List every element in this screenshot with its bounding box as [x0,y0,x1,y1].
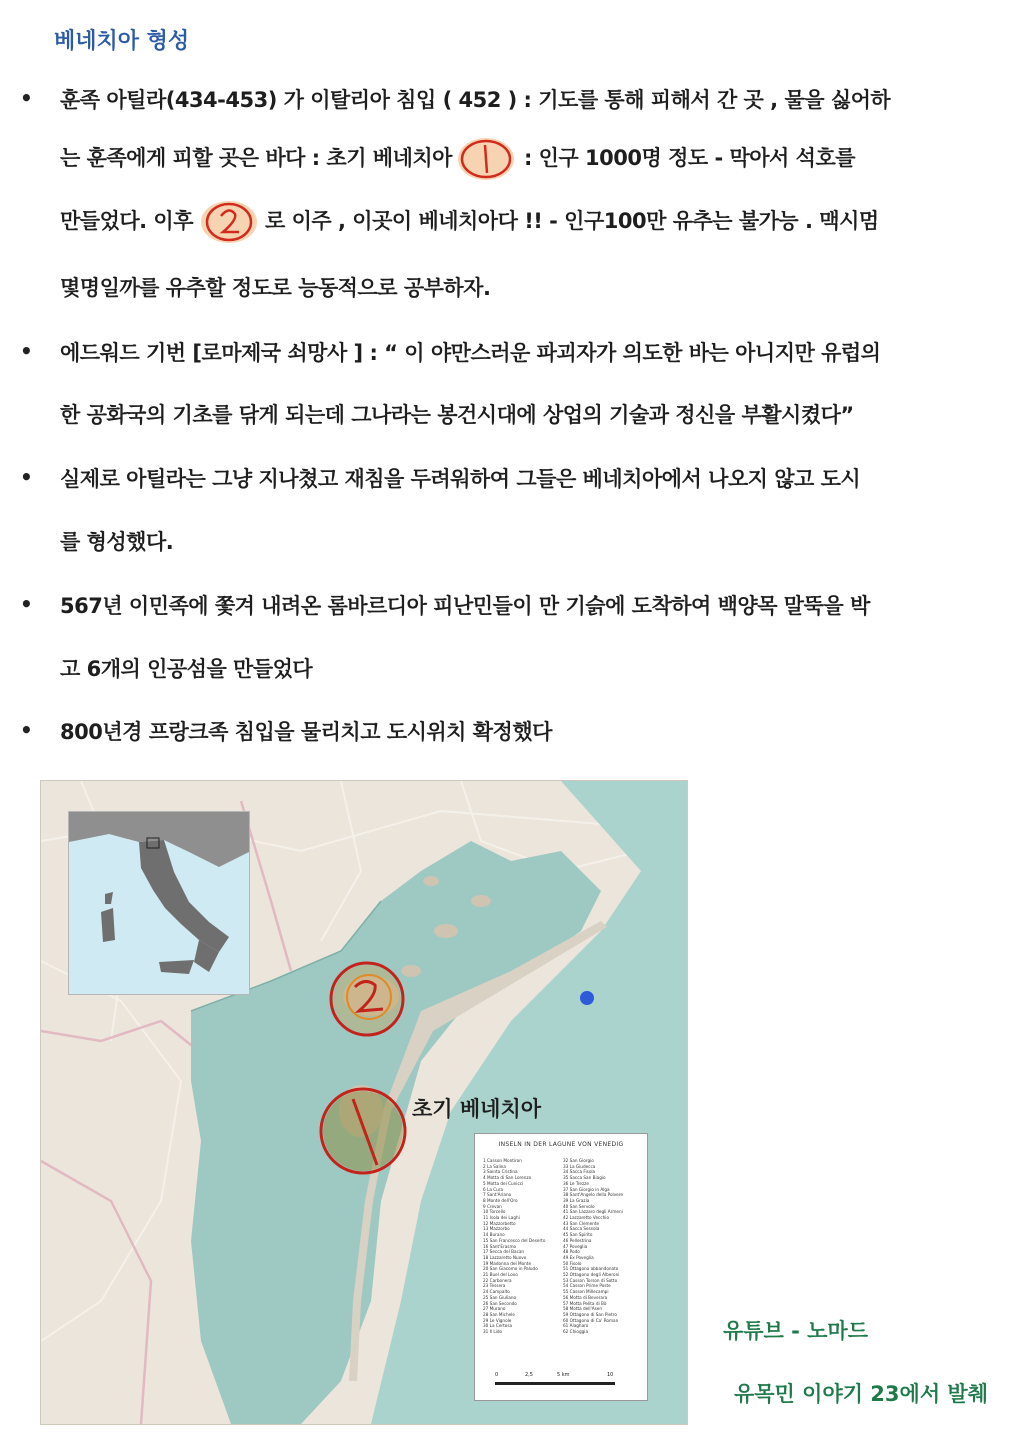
legend-title: INSELN IN DER LAGUNE VON VENEDIG [498,1141,624,1148]
line-text-after: 로 이주 , 이곳이 베네치아다 !! - 인구100만 유추는 불가능 . 맥시멈 [265,209,879,233]
legend-entry: 58 Motta dell'Asen [563,1306,603,1312]
legend-entry: 62 Chioggia [563,1329,589,1335]
legend-entry: 38 Sant'Angelo della Polvere [563,1192,623,1198]
bullet-2-line-1: 에드워드 기번 [로마제국 쇠망사 ] : “ 이 야만스러운 파괴자가 의도한 바는 아니지만 유럽의 [60,341,881,365]
bullet-marker: • [20,718,33,742]
bullet-3-line-1: 실제로 아틸라는 그냥 지나쳤고 재침을 두려워하여 그들은 베네치아에서 나오지 않고 도시 [60,467,861,491]
legend-entry: 60 Ottagono di Ca' Roman [563,1317,619,1323]
bullet-5-line-1: 800년경 프랑크족 침입을 물리치고 도시위치 확정했다 [60,720,552,744]
bullet-2-line-2: 한 공화국의 기초를 닦게 되는데 그나라는 봉건시대에 상업의 기술과 정신을 부활시켰다” [60,403,854,427]
legend-entry: 61 Alagharo [563,1323,589,1329]
legend-entry: 39 La Grazia [563,1197,590,1203]
legend-entry: 59 Ottagono di San Pietro [563,1311,617,1317]
legend-entry: 13 Mazzorbo [483,1226,510,1232]
line-text-after: : 인구 1000명 정도 - 막아서 석호를 [523,146,856,170]
legend-entry: 55 Casson Millecampi [563,1289,609,1295]
legend-entry: 4 Motta di San Lorenzo [483,1175,532,1181]
legend-entry: 22 Carbonera [483,1277,512,1283]
italy-inset-map [68,811,250,995]
scale-label: 5 km [557,1372,570,1378]
annotation-circle-1 [321,1089,405,1173]
legend-entry: 17 Secca del Bacan [483,1249,525,1255]
legend-entry: 57 Motta Pelita di Bò [563,1300,607,1306]
credit-episode: 유목민 이야기 23에서 발췌 [733,1382,988,1406]
legend-entry: 12 Mazzorbetto [483,1220,516,1226]
bullet-1-line-4: 몇명일까를 유추할 정도로 능동적으로 공부하자. [60,276,491,300]
map-label: 초기 베네치아 [412,1097,542,1121]
bullet-marker: • [20,465,33,489]
legend-entry: 19 Madonna del Monte [483,1260,532,1266]
legend-entry: 46 Pellestrina [563,1237,592,1243]
legend-entry: 34 Sacca Fisola [563,1169,596,1175]
bullet-1-line-3 [60,200,879,244]
bullet-marker: • [20,592,33,616]
legend-entry: 14 Burano [483,1232,505,1238]
legend-entry: 36 Le Trezze [563,1180,589,1186]
legend-entry: 53 Casson Torson di Sotto [563,1277,618,1283]
legend-entry: 31 Il Lido [483,1329,503,1335]
legend-entry: 15 San Francesco del Deserto [483,1237,546,1243]
legend-entry: 1 Casson Montiron [483,1158,522,1163]
legend-entry: 42 Lazzaretto Vecchio [563,1215,610,1221]
legend-entry: 29 Le Vignole [483,1317,512,1323]
legend-entry: 30 La Certosa [483,1323,513,1329]
legend-entry: 21 Buel del Lovo [483,1272,518,1278]
legend-entry: 11 Isola dei Laghi [483,1215,520,1221]
page-title: 베네치아 형성 [54,29,190,54]
circled-mark-1 [456,137,520,181]
legend-entry: 8 Monte dell'Oro [483,1197,518,1203]
bullet-4-line-2: 고 6개의 인공섬을 만들었다 [60,657,313,681]
legend-entry: 20 San Giacomo in Paludo [483,1266,538,1272]
bullet-3-line-2: 를 형성했다. [60,530,174,554]
legend-entry: 3 Sainta Cristina [483,1169,518,1175]
legend-entry: 43 San Clemente [563,1220,600,1226]
legend-entry: 24 Campalto [483,1289,510,1295]
scale-label: 2,5 [525,1372,533,1378]
legend-column-left [483,1158,545,1335]
legend-entry: 52 Ottagono degli Alberoni [563,1272,620,1278]
circled-mark-2 [197,200,261,244]
map-legend [474,1133,648,1401]
annotation-circle-2 [331,963,403,1035]
scale-label: 0 [495,1372,499,1378]
legend-entry: 23 Tessera [483,1283,506,1289]
legend-entry: 37 San Giorgio in Alga [563,1186,610,1192]
legend-entry: 40 San Servolo [563,1203,595,1209]
line-text-before: 는 훈족에게 피할 곳은 바다 : 초기 베네치아 [60,146,452,170]
legend-entry: 44 Sacca Sessola [563,1226,600,1232]
legend-entry: 48 Podo [563,1249,580,1255]
legend-entry: 33 La Giudecca [563,1163,596,1169]
bullet-marker: • [20,86,33,110]
legend-entry: 56 Motta di Beverara [563,1294,608,1300]
legend-column-right [563,1158,623,1335]
legend-entry: 9 Crevan [483,1203,502,1209]
legend-entry: 7 Sant'Ariano [483,1192,512,1198]
legend-entry: 49 Ex Poveglia [563,1254,594,1260]
legend-entry: 47 Poveglia [563,1243,588,1249]
legend-entry: 28 San Michele [483,1311,515,1317]
legend-entry: 18 Lazzaretto Nuovo [483,1254,527,1260]
line-text-before: 만들었다. 이후 [60,209,194,233]
credit-source: 유튜브 - 노마드 [722,1319,868,1343]
bullet-4-line-1: 567년 이민족에 쫓겨 내려온 롬바르디아 피난민들이 만 기슭에 도착하여 백양목 말뚝을 박 [60,594,870,618]
legend-entry: 41 San Lazzaro degli Armeni [563,1209,623,1215]
legend-entry: 27 Murano [483,1306,506,1312]
bullet-marker: • [20,339,33,363]
scale-label: 10 [607,1372,614,1378]
bullet-1-line-2 [60,137,855,181]
legend-entry: 10 Torcello [483,1209,506,1215]
legend-entry: 50 Fisolo [563,1260,582,1266]
legend-entry: 6 La Cura [483,1186,504,1192]
bullet-1-line-1: 훈족 아틸라(434-453) 가 이탈리아 침입 ( 452 ) : 기도를 통해 피해서 간 곳 , 물을 싫어하 [60,88,891,112]
legend-entry: 16 Sant'Erasmo [483,1243,517,1249]
legend-entry: 54 Casson Prime Poste [563,1283,611,1289]
legend-entry: 2 La Salina [483,1163,506,1169]
legend-entry: 45 San Spirito [563,1232,593,1238]
legend-entry: 5 Motta dei Cunicci [483,1180,524,1186]
legend-entry: 26 San Secondo [483,1300,517,1306]
scale-bar [495,1372,615,1392]
italy-outline [69,812,249,994]
legend-entry: 51 Ottagono abbandonato [563,1266,619,1272]
legend-entry: 25 San Giuliano [483,1294,517,1300]
legend-entry: 35 Sacca San Biagio [563,1175,606,1181]
legend-entry: 32 San Giorgio [563,1158,594,1163]
